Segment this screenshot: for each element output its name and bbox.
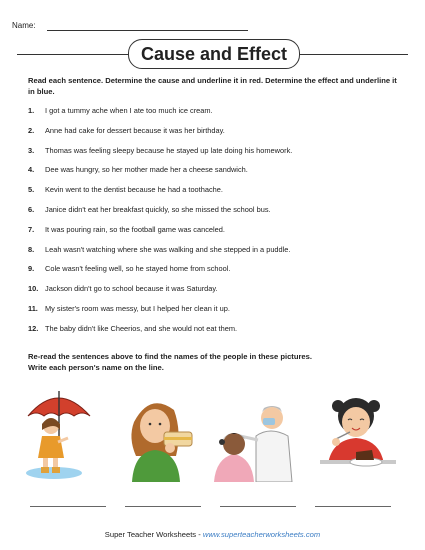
footer-brand: Super Teacher Worksheets (104, 530, 197, 539)
sentence-text: The baby didn't like Cheerios, and she would not eat them. (45, 323, 238, 333)
sentence-number: 9. (28, 264, 35, 274)
pictures (20, 382, 405, 482)
sentence-text: Cole wasn't feeling well, so he stayed home from school. (45, 264, 231, 274)
sentence-number: 8. (28, 244, 35, 254)
sentence-text: My sister's room was messy, but I helped her clean it up. (45, 303, 230, 313)
sentence-number: 5. (28, 185, 35, 195)
sentence-3 (28, 145, 398, 165)
sentence-10 (28, 283, 398, 303)
sentence-8 (28, 244, 398, 264)
sentence-1 (28, 105, 398, 125)
sentence-12 (28, 323, 398, 343)
sentence-11 (28, 303, 398, 323)
instructions: Read each sentence. Determine the cause and underline it in red. Determine the effect and underline it in blue. (28, 76, 397, 96)
answer-line-2[interactable] (125, 506, 201, 507)
sentence-6 (28, 204, 398, 224)
sentence-list (28, 105, 398, 343)
sentence-4 (28, 164, 398, 184)
sentence-text: Dee was hungry, so her mother made her a cheese sandwich. (45, 165, 248, 175)
answer-line-3[interactable] (220, 506, 296, 507)
sentence-text: Thomas was feeling sleepy because he stayed up late doing his homework. (45, 145, 293, 155)
sentence-text: Leah wasn't watching where she was walking and she stepped in a puddle. (45, 244, 291, 254)
sentence-text: I got a tummy ache when I ate too much ice cream. (45, 106, 213, 115)
sentence-number: 12. (28, 323, 39, 333)
sentence-2 (28, 125, 398, 145)
sentence-text: Kevin went to the dentist because he had a toothache. (45, 185, 223, 195)
sentence-number: 2. (28, 125, 35, 135)
name-label: Name: (12, 21, 36, 30)
instructions-2-line-2: Write each person's name on the line. (28, 362, 164, 372)
answer-line-4[interactable] (315, 506, 391, 507)
page-title: Cause and Effect (128, 39, 300, 69)
girl-umbrella-puddle-icon (20, 382, 98, 482)
sentence-number: 11. (28, 303, 38, 313)
sentence-text: Jackson didn't go to school because it was Saturday. (45, 284, 218, 294)
sentence-9 (28, 263, 398, 283)
girl-eating-cake-icon (312, 382, 402, 482)
sentence-number: 4. (28, 165, 35, 175)
sentence-7 (28, 224, 398, 244)
girl-eating-sandwich-icon (120, 382, 200, 482)
sentence-number: 10. (28, 284, 39, 294)
sentence-number: 6. (28, 204, 35, 214)
footer-url[interactable]: www.superteacherworksheets.com (202, 530, 321, 539)
answer-line-1[interactable] (30, 506, 106, 507)
instructions-2-line-1: Re-read the sentences above to find the names of the people in these pictures. (28, 352, 312, 361)
footer (0, 530, 425, 539)
sentence-number: 3. (28, 145, 35, 155)
dentist-with-patient-icon (210, 382, 300, 482)
sentence-text: It was pouring rain, so the football game was canceled. (45, 224, 225, 234)
instructions-2 (28, 352, 398, 373)
footer-separator: - (196, 530, 203, 539)
sentence-5 (28, 184, 398, 204)
sentence-text: Anne had cake for dessert because it was her birthday. (45, 125, 225, 135)
name-line[interactable] (47, 30, 248, 31)
sentence-text: Janice didn't eat her breakfast quickly, so she missed the school bus. (45, 204, 271, 214)
sentence-number: 7. (28, 224, 35, 234)
sentence-number: 1. (28, 106, 35, 115)
